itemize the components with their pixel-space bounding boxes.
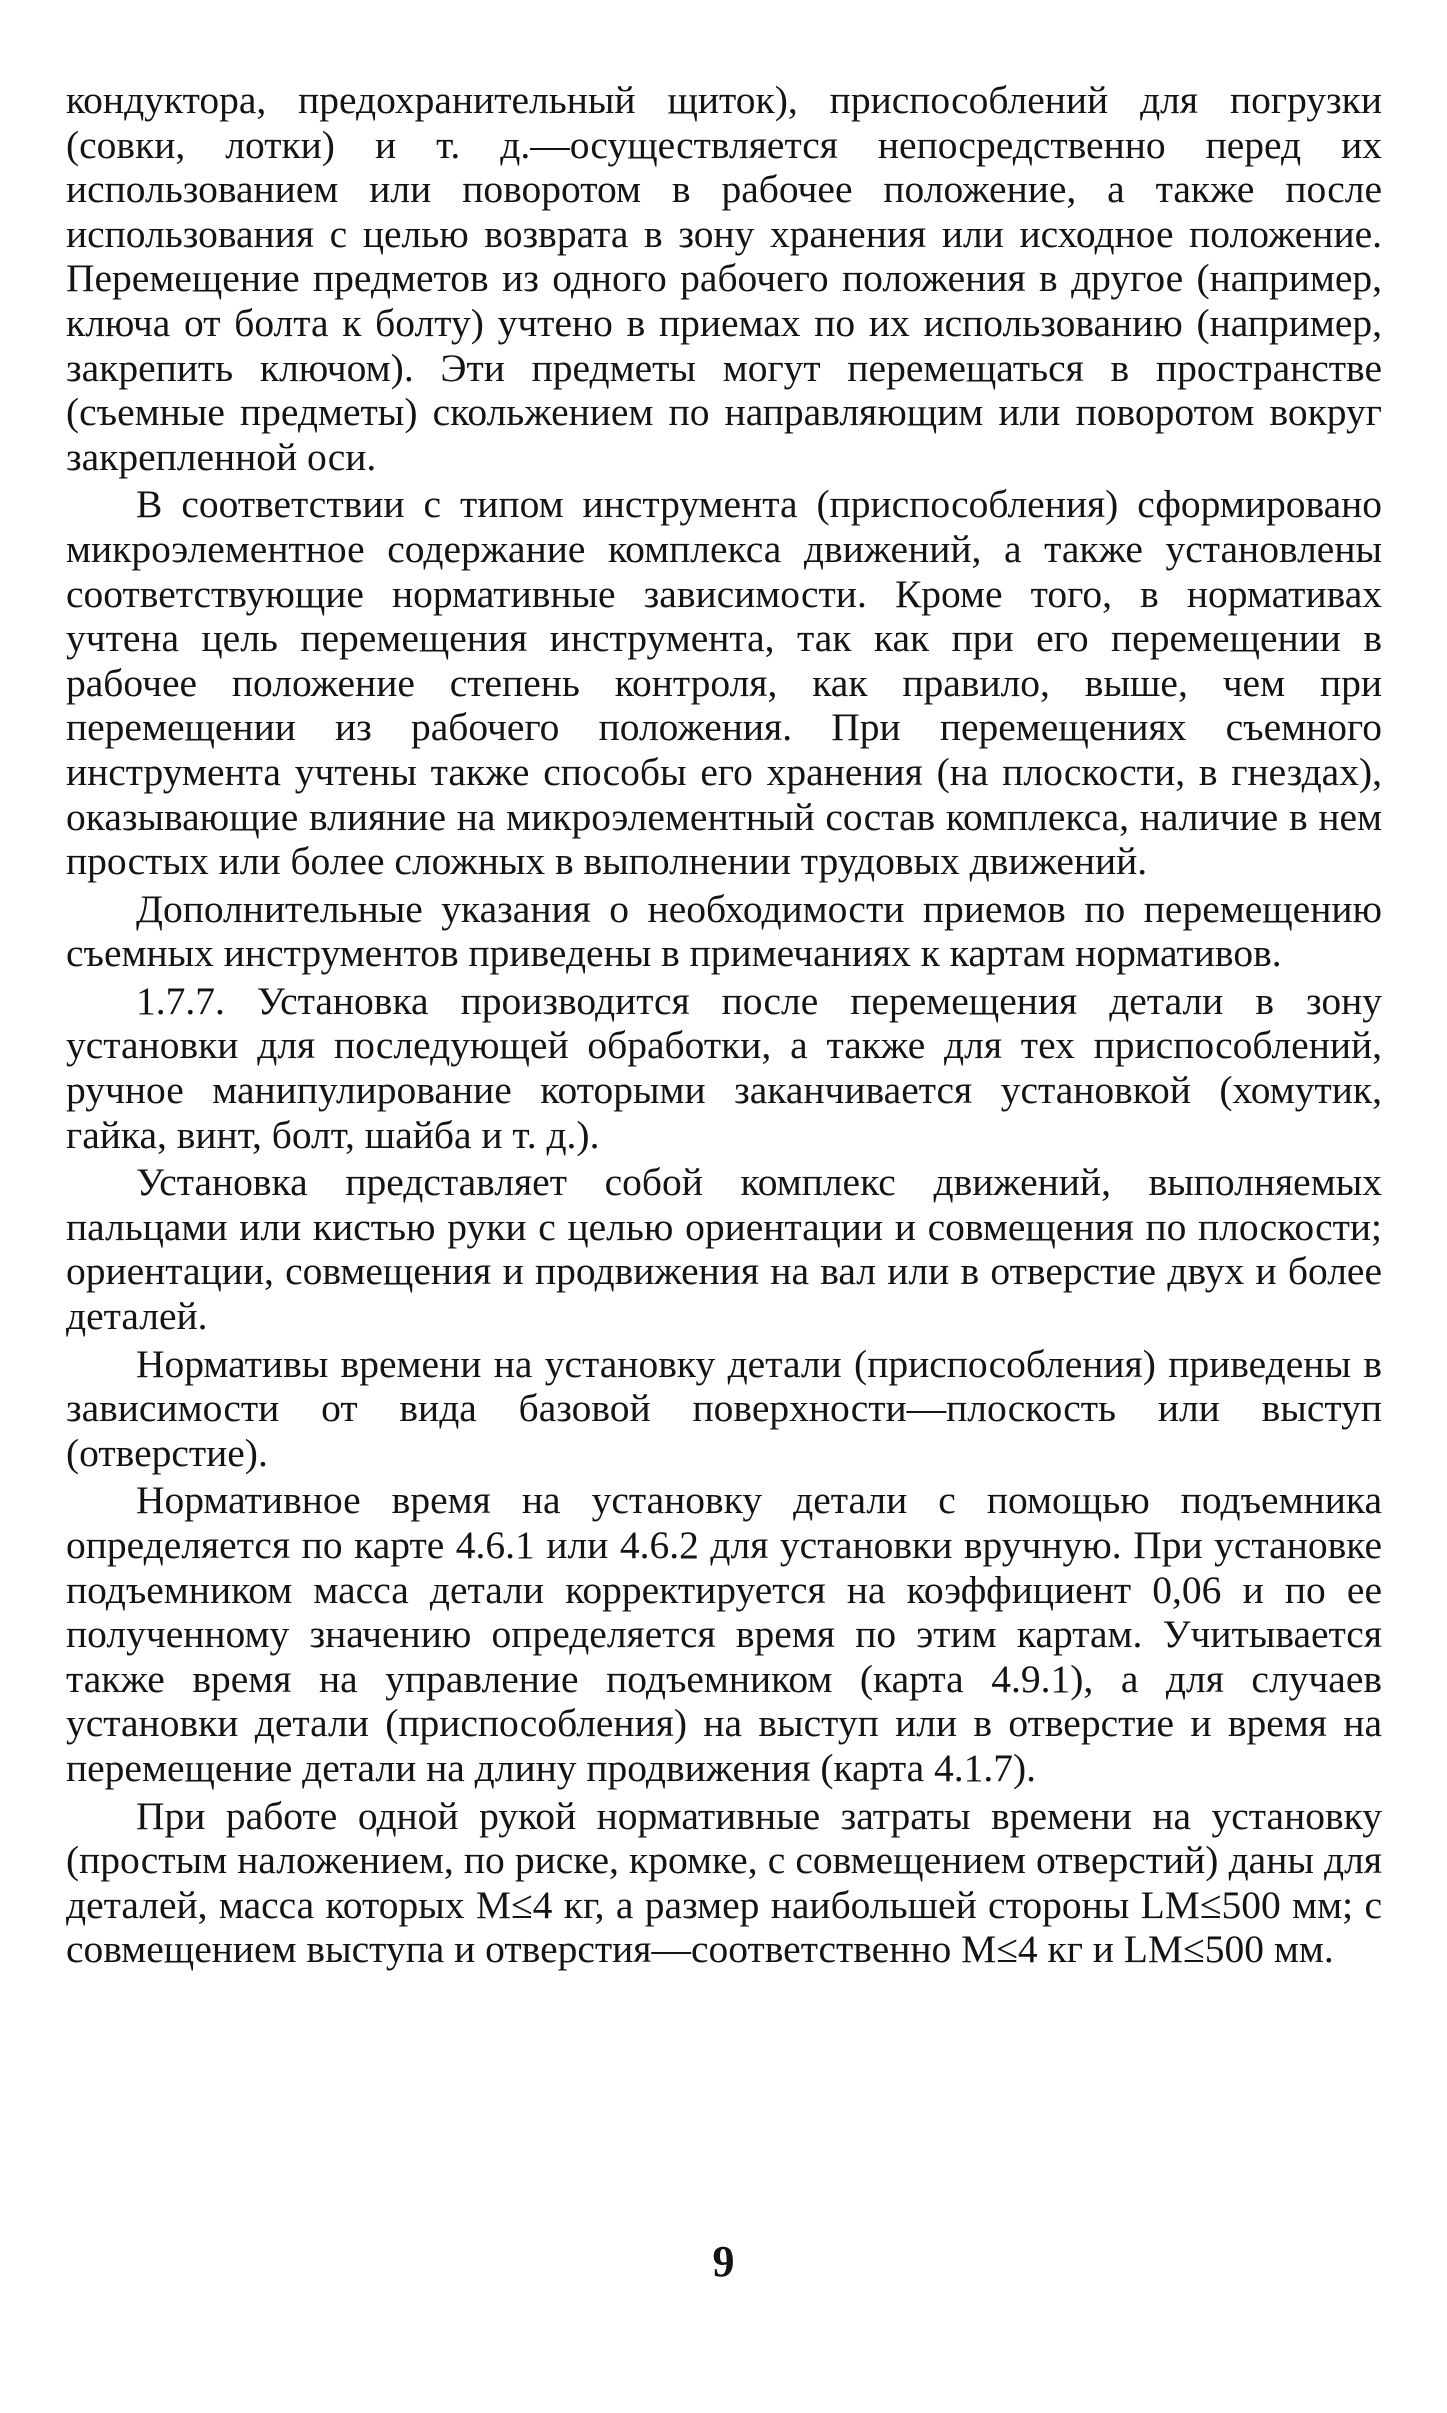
paragraph-tool-type: В соответствии с типом инструмента (приспособления) сформировано микроэлементное содержание комплекса движений, а также установлены соответствующие нормативные зависимости. Кроме того, в нормативах учтена цель перемещения инструмента, так как при его перемещении в рабочее положение степень контроля, как правило, выше, чем при перемещении из рабочего положения. При перемещениях съемного инструмента учтены также способы его хранения (на плоскости, в гнездах), оказывающие влияние на микроэлементный состав комплекса, наличие в нем простых или более сложных в выполнении трудовых движений. bbox=[66, 482, 1382, 884]
paragraph-lifter-installation: Нормативное время на установку детали с помощью подъемника определяется по карте 4.6.1 или 4.6.2 для установки вручную. При установке подъемником масса детали корректируется на коэффициент 0,06 и по ее полученному значению определяется время по этим картам. Учитывается также время на управление подъемником (карта 4.9.1), а для случаев установки детали (приспособления) на выступ или в отверстие и время на перемещение детали на длину продвижения (карта 4.1.7). bbox=[66, 1478, 1382, 1790]
paragraph-section-1-7-7: 1.7.7. Установка производится после перемещения детали в зону установки для последующей обработки, а также для тех приспособлений, ручное манипулирование которыми заканчивается установкой (хомутик, гайка, винт, болт, шайба и т. д.). bbox=[66, 978, 1382, 1157]
paragraph-installation-definition: Установка представляет собой комплекс движений, выполняемых пальцами или кистью руки с целью ориентации и совмещения по плоскости; ориентации, совмещения и продвижения на вал или в отверстие двух и более деталей. bbox=[66, 1160, 1382, 1339]
page-body bbox=[66, 78, 1382, 1975]
paragraph-additional-instructions: Дополнительные указания о необходимости приемов по перемещению съемных инструментов приведены в примечаниях к картам нормативов. bbox=[66, 886, 1382, 976]
paragraph-continuation: кондуктора, предохранительный щиток), приспособлений для погрузки (совки, лотки) и т. д.—осуществляется непосредственно перед их использованием или поворотом в рабочее положение, а также после использования с целью возврата в зону хранения или исходное положение. Перемещение предметов из одного рабочего положения в другое (например, ключа от болта к болту) учтено в приемах по их использованию (например, закрепить ключом). Эти предметы могут перемещаться в пространстве (съемные предметы) скольжением по направляющим или поворотом вокруг закрепленной оси. bbox=[66, 78, 1382, 479]
paragraph-one-hand-work: При работе одной рукой нормативные затраты времени на установку (простым наложением, по риске, кромке, с совмещением отверстий) даны для деталей, масса которых M≤4 кг, а размер наибольшей стороны LM≤500 мм; с совмещением выступа и отверстия—соответственно M≤4 кг и LM≤500 мм. bbox=[66, 1793, 1382, 1972]
page-number: 9 bbox=[712, 2237, 735, 2286]
paragraph-time-norms: Нормативы времени на установку детали (приспособления) приведены в зависимости от вида базовой поверхности—плоскость или выступ (отверстие). bbox=[66, 1341, 1382, 1475]
